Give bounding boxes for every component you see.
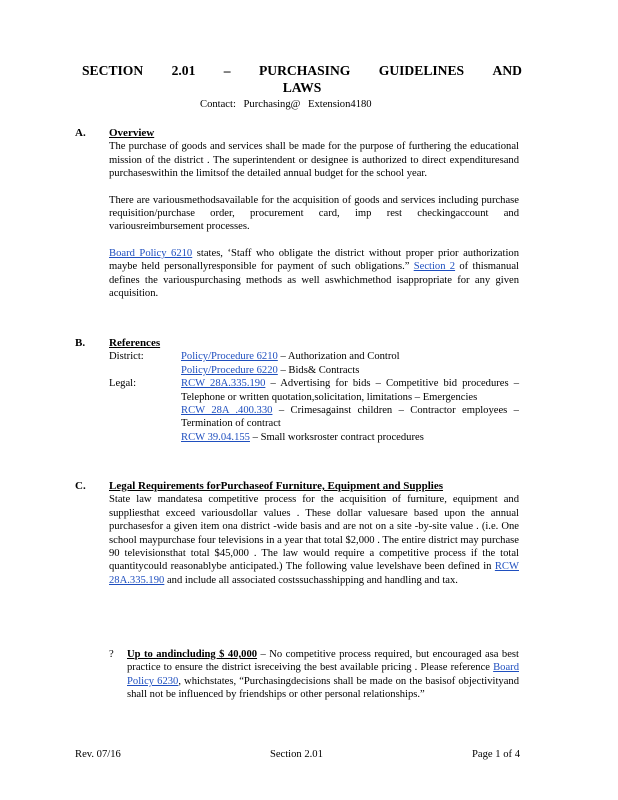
- section-b: [109, 337, 519, 444]
- overview-paragraph-3: [109, 247, 519, 301]
- overview-paragraph-3-text-2: of thismanual defines the variouspurchasing methods as well aswhichmethod isappropriate for any given acquisition.: [109, 261, 519, 300]
- section-a: [109, 127, 519, 300]
- reference-text: – Small worksroster contract procedures: [249, 431, 424, 443]
- title-word-guidelines: GUIDELINES: [378, 63, 465, 78]
- threshold-bullet: [109, 648, 519, 702]
- bullet-mark: ?: [109, 649, 114, 660]
- legal-requirements-paragraph: [109, 493, 519, 587]
- legal-references: [109, 377, 519, 444]
- reference-text: – Advertising for bids – Competitive bid procedures – Telephone or written quotation,solicitation, limitations – Emergencies: [181, 378, 519, 403]
- contact-line: Contact: Purchasing@ Extension4180: [200, 99, 372, 110]
- district-label: District:: [109, 351, 144, 363]
- section-c: [109, 480, 519, 587]
- section-a-letter: A.: [75, 127, 86, 139]
- section-2-link[interactable]: Section 2: [413, 261, 456, 273]
- legal-label: Legal:: [109, 378, 137, 390]
- threshold-bullet-text: [127, 648, 519, 702]
- page-footer: [75, 748, 520, 761]
- reference-item: [181, 377, 519, 404]
- footer-revision: Rev. 07/16: [75, 749, 121, 760]
- reference-item: [181, 404, 519, 431]
- reference-item: [181, 350, 519, 363]
- overview-paragraph-1: The purchase of goods and services shall be made for the purpose of furthering the educational mission of the district . The superintendent or designee is authorized to direct expendituresand purchaseswithin the limitsof the detailed annual budget for the school year.: [109, 141, 519, 180]
- policy-6210-link[interactable]: Policy/Procedure 6210: [181, 351, 278, 363]
- title-word-and: AND: [492, 63, 522, 78]
- legal-requirements-text-2: and include all associated costssuchasshipping and handling and tax.: [164, 574, 458, 586]
- overview-paragraph-3-text: states, ‘Staff who obligate the district without proper prior authorization maybe held personallyresponsible for payment of such obligations.”: [109, 247, 519, 273]
- reference-text: – Authorization and Control: [277, 351, 400, 363]
- reference-text: – Bids& Contracts: [277, 364, 360, 376]
- policy-6220-link[interactable]: Policy/Procedure 6220: [181, 364, 278, 376]
- threshold-text-2: , whichstates, “Purchasingdecisions shall be made on the basisof objectivityand shall not be influenced by friendships or other personal relationships.”: [127, 675, 519, 701]
- section-b-letter: B.: [75, 337, 86, 349]
- district-references: [109, 350, 519, 377]
- section-label: SECTION: [82, 63, 144, 78]
- section-number: 2.01: [171, 63, 196, 78]
- threshold-text: – No competitive process required, but encouraged asa best practice to ensure the district isreceiving the best available pricing . Please reference: [127, 649, 519, 674]
- rcw-28a-335-190-link[interactable]: RCW 28A.335.190: [181, 378, 266, 390]
- reference-item: [181, 364, 519, 377]
- title-word-laws: LAWS: [282, 80, 322, 95]
- rcw-28a-400-330-link[interactable]: RCW 28A .400.330: [181, 405, 273, 417]
- overview-paragraph-2: There are variousmethodsavailable for the acquisition of goods and services including purchase requisition/purchase order, procurement card, imp rest checkingaccount and variousreimbursement processes.: [109, 194, 519, 233]
- page-title: [82, 63, 522, 96]
- reference-text: – Crimesagainst children – Contractor employees – Termination of contract: [181, 405, 519, 430]
- section-c-letter: C.: [75, 480, 86, 492]
- legal-requirements-text: State law mandatesa competitive process for the acquisition of furniture, equipment and suppliesthat exceed variousdollar values . These dollar valuesare based upon the annual purchasesfor a given item ona district -wide basis and are not on a site -by-site value . (i.e. One school maypurchase four televisions in a year that total $2,000 . The entire district may purchase 90 televisionsthat total $45,000 . The law would require a competitive process if the total quantitycould reasonablybe anticipated.) The following value levelshave been defined in: [109, 494, 519, 573]
- rcw-28a-335-190-inline-link[interactable]: RCW 28A.335.190: [109, 561, 519, 586]
- title-word-purchasing: PURCHASING: [258, 63, 351, 78]
- section-c-heading: Legal Requirements forPurchaseof Furniture, Equipment and Supplies: [109, 480, 444, 492]
- board-policy-6210-link[interactable]: Board Policy 6210: [109, 247, 193, 259]
- board-policy-6230-link[interactable]: Board Policy 6230: [127, 662, 519, 687]
- title-dash: –: [223, 63, 231, 78]
- reference-item: [181, 431, 519, 444]
- footer-page-number: Page 1 of 4: [472, 749, 520, 760]
- threshold-heading: Up to andincluding $ 40,000: [127, 649, 258, 660]
- rcw-39-04-155-link[interactable]: RCW 39.04.155: [181, 431, 250, 443]
- section-b-heading: References: [109, 337, 161, 349]
- section-a-heading: Overview: [109, 127, 155, 139]
- footer-section: Section 2.01: [269, 749, 323, 760]
